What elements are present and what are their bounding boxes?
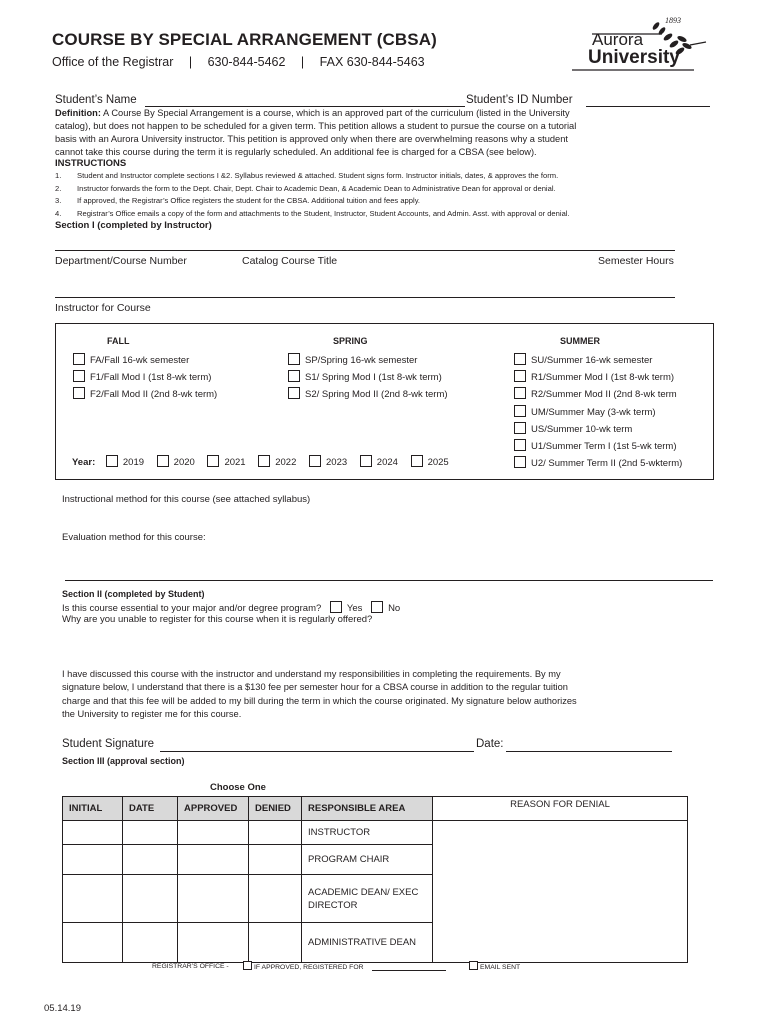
- checkbox[interactable]: [360, 455, 372, 467]
- year-option[interactable]: 2023: [309, 457, 347, 468]
- responsible-area-cell: ACADEMIC DEAN/ EXEC DIRECTOR: [302, 875, 433, 923]
- checkbox[interactable]: [288, 370, 300, 382]
- section3-title: Section III (approval section): [62, 756, 185, 766]
- definition-block: [55, 107, 715, 159]
- term-option[interactable]: UM/Summer May (3-wk term): [514, 404, 682, 421]
- year-option[interactable]: 2020: [157, 457, 195, 468]
- term-option[interactable]: SU/Summer 16-wk semester: [514, 352, 682, 369]
- checkbox[interactable]: [258, 455, 270, 467]
- choose-one-label: Choose One: [210, 782, 266, 793]
- office-fax: FAX 630-844-5463: [319, 55, 425, 69]
- instruction-item: 4. Registrar’s Office emails a copy of the form and attachments to the Student, Instructor, Student Accounts, and Admin. Asst. with approval or denial.: [55, 208, 570, 218]
- term-option[interactable]: SP/Spring 16-wk semester: [288, 352, 448, 369]
- logo-year: 1893: [665, 16, 681, 25]
- section1-title: Section I (completed by Instructor): [55, 220, 212, 231]
- date-cell[interactable]: [123, 875, 178, 923]
- checkbox[interactable]: [330, 601, 342, 613]
- denied-cell[interactable]: [249, 845, 302, 875]
- page-title: COURSE BY SPECIAL ARRANGEMENT (CBSA): [52, 30, 437, 49]
- instructional-method-label: Instructional method for this course (see attached syllabus): [62, 494, 311, 505]
- definition-line-1: Definition: A Course By Special Arrangement is a course, which is an approved part of the curriculum (listed in the University: [55, 108, 570, 118]
- reason-for-denial-header: REASON FOR DENIAL: [433, 797, 688, 821]
- registered-for-field[interactable]: [372, 970, 446, 971]
- registrar-label: REGISTRAR’S OFFICE -: [152, 963, 229, 970]
- responsible-area-cell: INSTRUCTOR: [302, 821, 433, 845]
- dept-course-label: Department/Course Number: [55, 255, 187, 267]
- section2-title: Section II (completed by Student): [62, 589, 205, 599]
- term-option[interactable]: F2/Fall Mod II (2nd 8-wk term): [73, 386, 217, 403]
- office-phone: 630-844-5462: [207, 55, 286, 69]
- initial-cell[interactable]: [63, 821, 123, 845]
- term-option[interactable]: U1/Summer Term I (1st 5-wk term): [514, 438, 682, 455]
- checkbox[interactable]: [469, 961, 478, 970]
- spring-heading: SPRING: [333, 336, 368, 346]
- checkbox[interactable]: [514, 387, 526, 399]
- email-sent-option[interactable]: EMAIL SENT: [469, 961, 520, 971]
- fall-heading: FALL: [107, 336, 130, 346]
- checkbox[interactable]: [514, 405, 526, 417]
- student-signature-label: Student Signature: [62, 738, 155, 750]
- yes-option[interactable]: Yes: [330, 603, 363, 614]
- signature-date-field[interactable]: [506, 751, 672, 752]
- essential-question: Is this course essential to your major and/or degree program? Yes No: [62, 603, 401, 614]
- student-signature-field[interactable]: [160, 751, 474, 752]
- student-id-label: Student’s ID Number: [466, 94, 573, 106]
- year-option[interactable]: 2021: [207, 457, 245, 468]
- approved-cell[interactable]: [178, 923, 249, 963]
- term-option[interactable]: FA/Fall 16-wk semester: [73, 352, 217, 369]
- office-info: Office of the Registrar | 630-844-5462 | FAX 630-844-5463: [52, 55, 425, 69]
- student-name-label: Student’s Name: [55, 94, 137, 106]
- definition-line-2: catalog), but does not happen to be scheduled for a given term. This petition allows a student to pursue the course on a tutorial: [55, 121, 577, 131]
- registered-option[interactable]: IF APPROVED, REGISTERED FOR: [243, 961, 364, 971]
- year-row: [72, 455, 449, 468]
- responsible-area-cell: PROGRAM CHAIR: [302, 845, 433, 875]
- agreement-paragraph: [62, 668, 722, 721]
- checkbox[interactable]: [243, 961, 252, 970]
- responsible-area-header: RESPONSIBLE AREA: [302, 797, 433, 821]
- checkbox[interactable]: [73, 353, 85, 365]
- checkbox[interactable]: [514, 422, 526, 434]
- evaluation-field[interactable]: [65, 580, 713, 581]
- initial-cell[interactable]: [63, 845, 123, 875]
- year-option[interactable]: 2024: [360, 457, 398, 468]
- term-option[interactable]: US/Summer 10-wk term: [514, 421, 682, 438]
- signature-date-label: Date:: [476, 738, 504, 750]
- summer-options: [514, 352, 682, 472]
- approved-cell[interactable]: [178, 845, 249, 875]
- checkbox[interactable]: [411, 455, 423, 467]
- no-option[interactable]: No: [371, 603, 400, 614]
- year-option[interactable]: 2019: [106, 457, 144, 468]
- approved-cell[interactable]: [178, 821, 249, 845]
- instruction-item: 2. Instructor forwards the form to the Dept. Chair, Dept. Chair to Academic Dean, & Academic Dean to Administrative Dean for approval or denial.: [55, 183, 556, 193]
- checkbox[interactable]: [106, 455, 118, 467]
- catalog-title-label: Catalog Course Title: [242, 255, 338, 267]
- instruction-item: 3. If approved, the Registrar’s Office registers the student for the CBSA. Additional tuition and fees apply.: [55, 196, 421, 205]
- semester-hours-label: Semester Hours: [598, 255, 674, 267]
- checkbox[interactable]: [73, 387, 85, 399]
- evaluation-method-label: Evaluation method for this course:: [62, 532, 206, 543]
- unable-question: Why are you unable to register for this course when it is regularly offered?: [62, 614, 373, 625]
- agreement-line-2: signature below, I understand that there is a $130 fee per semester hour for a CBSA course in addition to the regular tuition: [62, 682, 568, 693]
- denied-header: DENIED: [249, 797, 302, 821]
- logo-university: University: [588, 47, 680, 68]
- agreement-line-4: the University to register me for this course.: [62, 708, 242, 719]
- responsible-area-cell: ADMINISTRATIVE DEAN: [302, 923, 433, 963]
- checkbox[interactable]: [207, 455, 219, 467]
- term-option[interactable]: F1/Fall Mod I (1st 8-wk term): [73, 369, 217, 386]
- term-option[interactable]: S1/ Spring Mod I (1st 8-wk term): [288, 369, 448, 386]
- aurora-university-logo: [570, 12, 710, 72]
- logo-aurora: Aurora: [592, 30, 644, 49]
- year-label: Year:: [72, 457, 96, 468]
- year-option[interactable]: 2022: [258, 457, 296, 468]
- date-header: DATE: [123, 797, 178, 821]
- checkbox[interactable]: [288, 387, 300, 399]
- term-option[interactable]: R1/Summer Mod I (1st 8-wk term): [514, 369, 682, 386]
- definition-line-3: basis with an Aurora University instructor. This petition is approved only when there are overwhelming reasons why a student: [55, 134, 568, 144]
- fall-options: [73, 352, 217, 403]
- term-option[interactable]: R2/Summer Mod II (2nd 8-wk term: [514, 386, 682, 403]
- office-name: Office of the Registrar: [52, 55, 174, 69]
- form-version: 05.14.19: [44, 1003, 81, 1014]
- denied-cell[interactable]: [249, 821, 302, 845]
- checkbox[interactable]: [73, 370, 85, 382]
- date-cell[interactable]: [123, 821, 178, 845]
- date-cell[interactable]: [123, 923, 178, 963]
- checkbox[interactable]: [371, 601, 383, 613]
- checkbox[interactable]: [514, 370, 526, 382]
- term-option[interactable]: U2/ Summer Term II (2nd 5-wkterm): [514, 455, 682, 472]
- term-option[interactable]: S2/ Spring Mod II (2nd 8-wk term): [288, 386, 448, 403]
- approval-table: [62, 796, 688, 963]
- instructions-list: [55, 170, 715, 220]
- instructions-heading: INSTRUCTIONS: [55, 158, 127, 169]
- checkbox[interactable]: [309, 455, 321, 467]
- initial-header: INITIAL: [63, 797, 123, 821]
- approved-cell[interactable]: [178, 875, 249, 923]
- definition-line-4: cannot take this course during the term it is regularly scheduled. An additional fee is charged for a CBSA (see below).: [55, 147, 537, 157]
- checkbox[interactable]: [288, 353, 300, 365]
- year-option[interactable]: 2025: [411, 457, 449, 468]
- checkbox[interactable]: [514, 456, 526, 468]
- approved-header: APPROVED: [178, 797, 249, 821]
- checkbox[interactable]: [514, 353, 526, 365]
- spring-options: [288, 352, 448, 403]
- instructor-label: Instructor for Course: [55, 302, 151, 314]
- summer-heading: SUMMER: [560, 336, 600, 346]
- date-cell[interactable]: [123, 845, 178, 875]
- instructor-field[interactable]: [55, 297, 675, 298]
- instruction-item: 1. Student and Instructor complete sections I &2. Syllabus reviewed & attached. Student signs form. Instructor initials, dates, & approves the form.: [55, 171, 559, 180]
- checkbox[interactable]: [157, 455, 169, 467]
- agreement-line-3: charge and that this fee will be added to my bill during the term in which the course originated. My signature below authorizes: [62, 695, 577, 706]
- checkbox[interactable]: [514, 439, 526, 451]
- agreement-line-1: I have discussed this course with the instructor and understand my responsibilities in completing the requirements. By my: [62, 669, 561, 679]
- course-info-field[interactable]: [55, 250, 675, 251]
- denied-cell[interactable]: [249, 923, 302, 963]
- initial-cell[interactable]: [63, 923, 123, 963]
- reason-for-denial-cell[interactable]: [433, 821, 688, 963]
- denied-cell[interactable]: [249, 875, 302, 923]
- initial-cell[interactable]: [63, 875, 123, 923]
